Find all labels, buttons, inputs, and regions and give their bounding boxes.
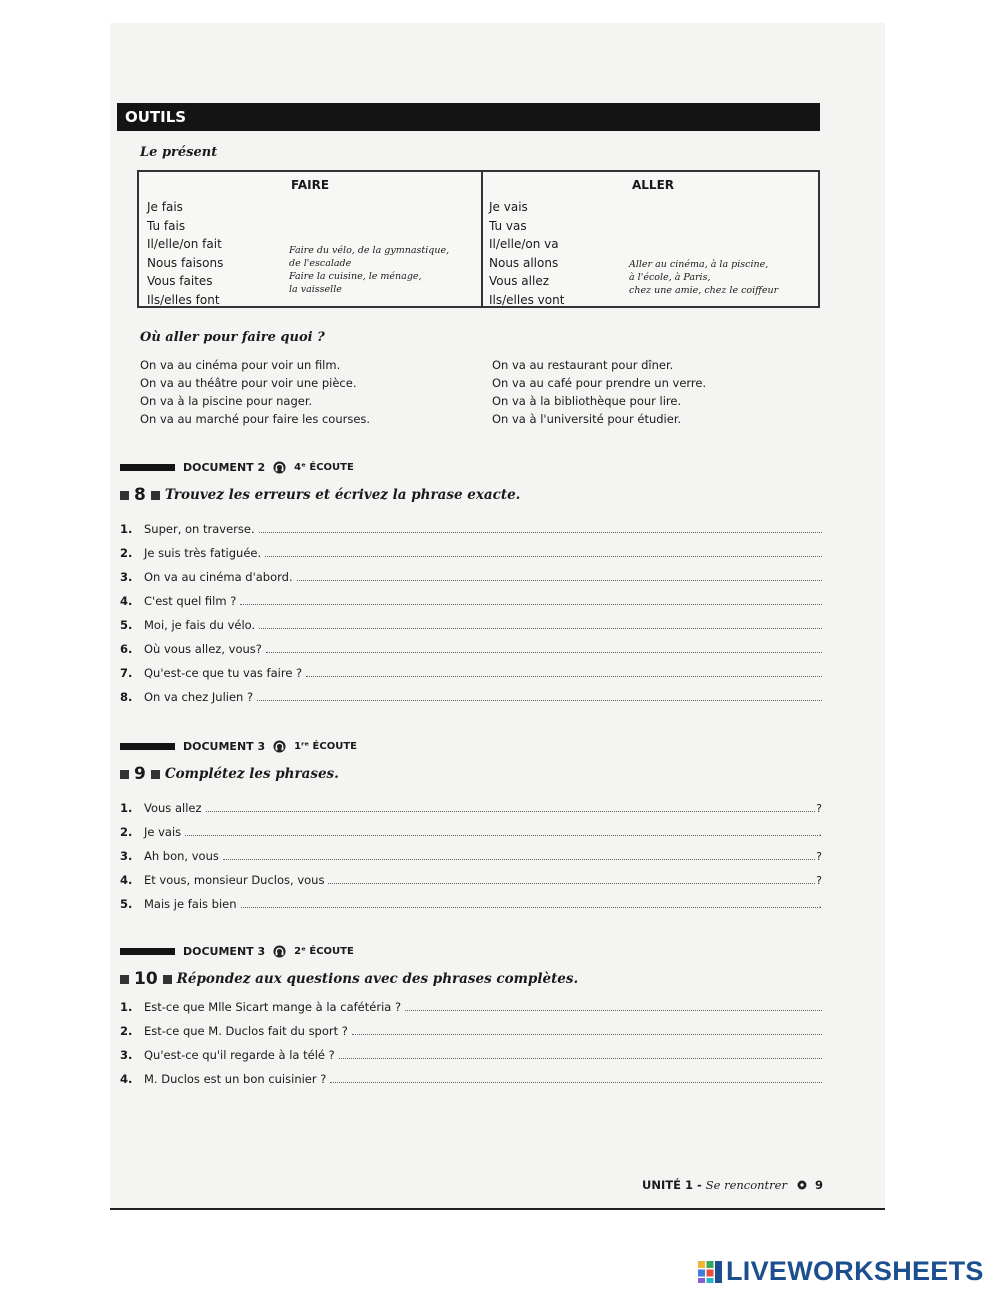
- aller-note-line: chez une amie, chez le coiffeur: [629, 285, 779, 296]
- headphones-icon: [273, 461, 286, 474]
- item-number: 2.: [120, 825, 133, 839]
- ou-aller-line: On va à l'université pour étudier.: [492, 412, 682, 426]
- aller-note-line: à l'école, à Paris,: [629, 272, 711, 283]
- exercise-9-item: [120, 871, 822, 889]
- faire-form: Vous faites: [147, 274, 213, 288]
- answer-line[interactable]: [266, 640, 822, 653]
- ou-aller-line: On va au restaurant pour dîner.: [492, 358, 674, 372]
- faire-note: [289, 244, 449, 296]
- ou-aller-left: [140, 356, 370, 428]
- ecoute-label: 1ʳᵉ ÉCOUTE: [294, 740, 357, 752]
- answer-line[interactable]: [206, 799, 816, 812]
- exercise-10-item: [120, 1022, 822, 1040]
- ou-aller-line: On va au théâtre pour voir une pièce.: [140, 376, 357, 390]
- item-text: Vous allez: [144, 801, 202, 815]
- square-bullet: [120, 491, 129, 500]
- item-number: 1.: [120, 522, 133, 536]
- faire-form: Ils/elles font: [147, 292, 220, 307]
- faire-note-line: de l'escalade: [289, 258, 352, 269]
- item-end-punctuation: ?: [816, 802, 822, 815]
- exercise-8-item: [120, 544, 822, 562]
- answer-line[interactable]: [339, 1046, 822, 1059]
- header-rule: [120, 948, 175, 955]
- ou-aller-title: Où aller pour faire quoi ?: [140, 330, 325, 345]
- square-bullet: [151, 770, 160, 779]
- item-text: Je suis très fatiguée.: [144, 546, 262, 560]
- item-number: 2.: [120, 546, 133, 560]
- answer-line[interactable]: [328, 871, 815, 884]
- answer-line[interactable]: [185, 823, 817, 836]
- exercise-8-title: [120, 485, 520, 505]
- headphones-icon: [273, 945, 286, 958]
- square-bullet: [120, 770, 129, 779]
- item-text: Ah bon, vous: [144, 849, 219, 863]
- ecoute-label: 4ᵉ ÉCOUTE: [294, 461, 354, 473]
- item-text: Et vous, monsieur Duclos, vous: [144, 873, 325, 887]
- item-number: 1.: [120, 1000, 133, 1014]
- faire-note-line: Faire du vélo, de la gymnastique,: [289, 245, 450, 256]
- faire-note-line: la vaisselle: [289, 284, 342, 295]
- item-number: 3.: [120, 570, 133, 584]
- item-text: Qu'est-ce que tu vas faire ?: [144, 666, 303, 680]
- item-number: 3.: [120, 1048, 133, 1062]
- aller-form: Ils/elles vont: [489, 292, 565, 307]
- liveworksheets-watermark: [697, 1256, 984, 1287]
- exercise-10-title: [120, 969, 578, 989]
- item-number: 8.: [120, 690, 133, 704]
- item-number: 5.: [120, 618, 133, 632]
- aller-note-line: Aller au cinéma, à la piscine,: [629, 259, 769, 270]
- item-number: 5.: [120, 897, 133, 911]
- faire-heading: FAIRE: [291, 178, 330, 192]
- document-3-header-second: [120, 943, 354, 959]
- square-bullet: [151, 491, 160, 500]
- aller-forms: [489, 198, 564, 309]
- ou-aller-line: On va au cinéma pour voir un film.: [140, 358, 341, 372]
- ou-aller-line: On va à la bibliothèque pour lire.: [492, 394, 682, 408]
- document-3-header: [120, 738, 357, 754]
- exercise-8-item: [120, 664, 822, 682]
- item-text: On va chez Julien ?: [144, 690, 254, 704]
- aller-form: Nous allons: [489, 255, 559, 270]
- item-end-punctuation: ?: [816, 850, 822, 863]
- item-text: On va au cinéma d'abord.: [144, 570, 293, 584]
- exercise-8-item: [120, 568, 822, 586]
- ou-aller-line: On va au café pour prendre un verre.: [492, 376, 707, 390]
- outils-header: OUTILS: [117, 103, 820, 131]
- answer-line[interactable]: [297, 568, 822, 581]
- faire-form: Il/elle/on fait: [147, 237, 222, 251]
- answer-line[interactable]: [240, 592, 822, 605]
- faire-form: Je fais: [147, 200, 183, 214]
- square-bullet: [163, 975, 172, 984]
- liveworksheets-logo-icon: [697, 1259, 723, 1285]
- item-text: C'est quel film ?: [144, 594, 237, 608]
- faire-form: Nous faisons: [147, 255, 224, 270]
- exercise-8-item: [120, 688, 822, 706]
- exercise-9-item: [120, 823, 822, 841]
- faire-note-line: Faire la cuisine, le ménage,: [289, 271, 422, 282]
- answer-line[interactable]: [223, 847, 815, 860]
- exercise-10-item: [120, 1070, 822, 1088]
- conjugation-table: [137, 170, 820, 308]
- headphones-icon: [273, 740, 286, 753]
- exercise-8-item: [120, 640, 822, 658]
- exercise-number: 9: [134, 764, 146, 784]
- aller-heading: ALLER: [632, 178, 675, 192]
- answer-line[interactable]: [405, 998, 822, 1011]
- answer-line[interactable]: [241, 895, 818, 908]
- item-text: Je vais: [144, 825, 182, 839]
- answer-line[interactable]: [257, 688, 822, 701]
- header-rule: [120, 743, 175, 750]
- item-number: 4.: [120, 873, 133, 887]
- exercise-9-item: [120, 799, 822, 817]
- exercise-instruction: Complétez les phrases.: [164, 766, 339, 782]
- ou-aller-right: [492, 356, 706, 428]
- ecoute-label: 2ᵉ ÉCOUTE: [294, 945, 354, 957]
- ou-aller-line: On va au marché pour faire les courses.: [140, 412, 371, 426]
- answer-line[interactable]: [265, 544, 822, 557]
- bullet-circle-icon: [797, 1180, 807, 1190]
- item-number: 7.: [120, 666, 133, 680]
- exercise-9-title: [120, 764, 339, 784]
- outils-subtitle: Le présent: [140, 145, 218, 160]
- item-text: M. Duclos est un bon cuisinier ?: [144, 1072, 327, 1086]
- exercise-8-item: [120, 592, 822, 610]
- exercise-9-item: [120, 895, 822, 913]
- item-number: 4.: [120, 1072, 133, 1086]
- item-number: 2.: [120, 1024, 133, 1038]
- header-rule: [120, 464, 175, 471]
- exercise-10-item: [120, 1046, 822, 1064]
- item-end-punctuation: .: [818, 826, 822, 839]
- liveworksheets-wordmark: LIVEWORKSHEETS: [726, 1256, 984, 1286]
- item-end-punctuation: ?: [816, 874, 822, 887]
- item-number: 6.: [120, 642, 133, 656]
- item-number: 3.: [120, 849, 133, 863]
- exercise-9-item: [120, 847, 822, 865]
- item-text: Est-ce que M. Duclos fait du sport ?: [144, 1024, 348, 1038]
- aller-form: Tu vas: [489, 218, 527, 233]
- item-text: Est-ce que Mlle Sicart mange à la cafétéria ?: [144, 1000, 402, 1014]
- aller-note: [629, 258, 778, 297]
- aller-form: Je vais: [489, 200, 528, 214]
- square-bullet: [120, 975, 129, 984]
- item-text: Mais je fais bien: [144, 897, 237, 911]
- exercise-10-item: [120, 998, 822, 1016]
- aller-form: Il/elle/on va: [489, 237, 559, 251]
- document-2-header: [120, 459, 354, 475]
- item-text: Où vous allez, vous?: [144, 642, 262, 656]
- worksheet-page: [110, 23, 885, 1210]
- item-number: 1.: [120, 801, 133, 815]
- ou-aller-line: On va à la piscine pour nager.: [140, 394, 313, 408]
- answer-line[interactable]: [306, 664, 822, 677]
- unit-title: Se rencontrer: [705, 1178, 787, 1192]
- document-title: DOCUMENT 3: [183, 944, 266, 958]
- unit-label: UNITÉ 1 -: [642, 1178, 702, 1192]
- document-title: DOCUMENT 2: [183, 460, 266, 474]
- item-text: Qu'est-ce qu'il regarde à la télé ?: [144, 1048, 335, 1062]
- faire-forms: [147, 198, 223, 309]
- document-title: DOCUMENT 3: [183, 739, 266, 753]
- item-text: Moi, je fais du vélo.: [144, 618, 256, 632]
- page-footer: [642, 1178, 823, 1192]
- exercise-instruction: Trouvez les erreurs et écrivez la phrase exacte.: [164, 487, 521, 503]
- answer-line[interactable]: [259, 520, 822, 533]
- answer-line[interactable]: [352, 1022, 822, 1035]
- item-text: Super, on traverse.: [144, 522, 255, 536]
- exercise-8-item: [120, 616, 822, 634]
- exercise-instruction: Répondez aux questions avec des phrases complètes.: [176, 971, 579, 987]
- exercise-number: 10: [134, 969, 158, 989]
- item-number: 4.: [120, 594, 133, 608]
- answer-line[interactable]: [330, 1070, 822, 1083]
- answer-line[interactable]: [259, 616, 822, 629]
- faire-form: Tu fais: [147, 218, 186, 233]
- item-end-punctuation: .: [818, 898, 822, 911]
- exercise-8-item: [120, 520, 822, 538]
- exercise-number: 8: [134, 485, 146, 505]
- page-number: 9: [814, 1178, 823, 1192]
- aller-form: Vous allez: [489, 274, 549, 288]
- table-divider: [481, 172, 483, 306]
